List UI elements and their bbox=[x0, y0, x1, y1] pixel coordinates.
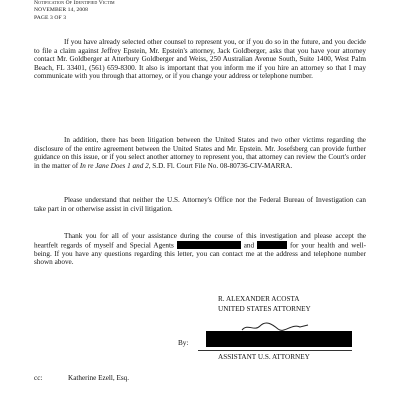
paragraph-thanks-text-a: Thank you for all of your assistance during the course of this investigation and please accept the heartfelt regards of myself and Special Agents bbox=[34, 232, 366, 249]
signatory-role: ASSISTANT U.S. ATTORNEY bbox=[218, 353, 310, 361]
paragraph-thanks-and: and bbox=[243, 241, 255, 249]
paragraph-litigation bbox=[34, 136, 366, 170]
redaction-bar bbox=[206, 331, 352, 347]
cc-label: cc: bbox=[34, 374, 43, 382]
signature-line bbox=[198, 350, 352, 351]
by-label: By: bbox=[178, 339, 189, 347]
paragraph-civil-litigation bbox=[34, 196, 366, 213]
signatory-title: UNITED STATES ATTORNEY bbox=[218, 305, 311, 313]
header-notice-title: Notification Of Identified Victim bbox=[34, 0, 115, 6]
paragraph-civil-litigation-text: Please understand that neither the U.S. Attorney's Office nor the Federal Bureau of Investigation can take part in or otherwise assist in civil litigation. bbox=[34, 196, 366, 213]
paragraph-counsel bbox=[34, 38, 366, 81]
paragraph-litigation-text: In addition, there has been litigation between the United States and two other victims regarding the disclosure of the entire agreement between the United States and Mr. Epstein. Mr. Josefsberg can provide further guidance on this issue, or if you select another attorney to represent you, that attorney can review the Court's order in the matter of bbox=[34, 136, 366, 170]
signatory-name: R. ALEXANDER ACOSTA bbox=[218, 295, 300, 303]
case-name: In re Jane Does 1 and 2 bbox=[79, 161, 149, 170]
header-date: NOVEMBER 14, 2008 bbox=[34, 7, 89, 14]
paragraph-counsel-text: If you have already selected other counsel to represent you, or if you do so in the future, and you decide to file a claim against Jeffrey Epstein, Mr. Epstein's attorney, Jack Goldberger, asks that you have your attorney contact Mr. Goldberger at Atterbury Goldberger and Weiss, 250 Australian Avenue South, Suite 1400, West Palm Beach, FL 33401, (561) 659-8300. It also is important that you inform me if you hire an attorney so that I may communicate with you through that attorney, or if you change your address or telephone number. bbox=[34, 38, 366, 80]
redaction-bar bbox=[257, 241, 287, 249]
paragraph-thanks-text-b: for your health and well-being. If you have any questions regarding this letter, you can contact me at the address and telephone number shown above. bbox=[34, 241, 367, 266]
cc-recipient: Katherine Ezell, Esq. bbox=[68, 374, 130, 382]
header-page-number: PAGE 3 OF 3 bbox=[34, 14, 67, 21]
redaction-bar bbox=[177, 241, 241, 249]
letter-header bbox=[34, 0, 115, 22]
paragraph-thanks bbox=[34, 232, 366, 267]
court-file-number: , S.D. Fl. Court File No. 08-80736-CIV-MARRA. bbox=[148, 161, 293, 170]
